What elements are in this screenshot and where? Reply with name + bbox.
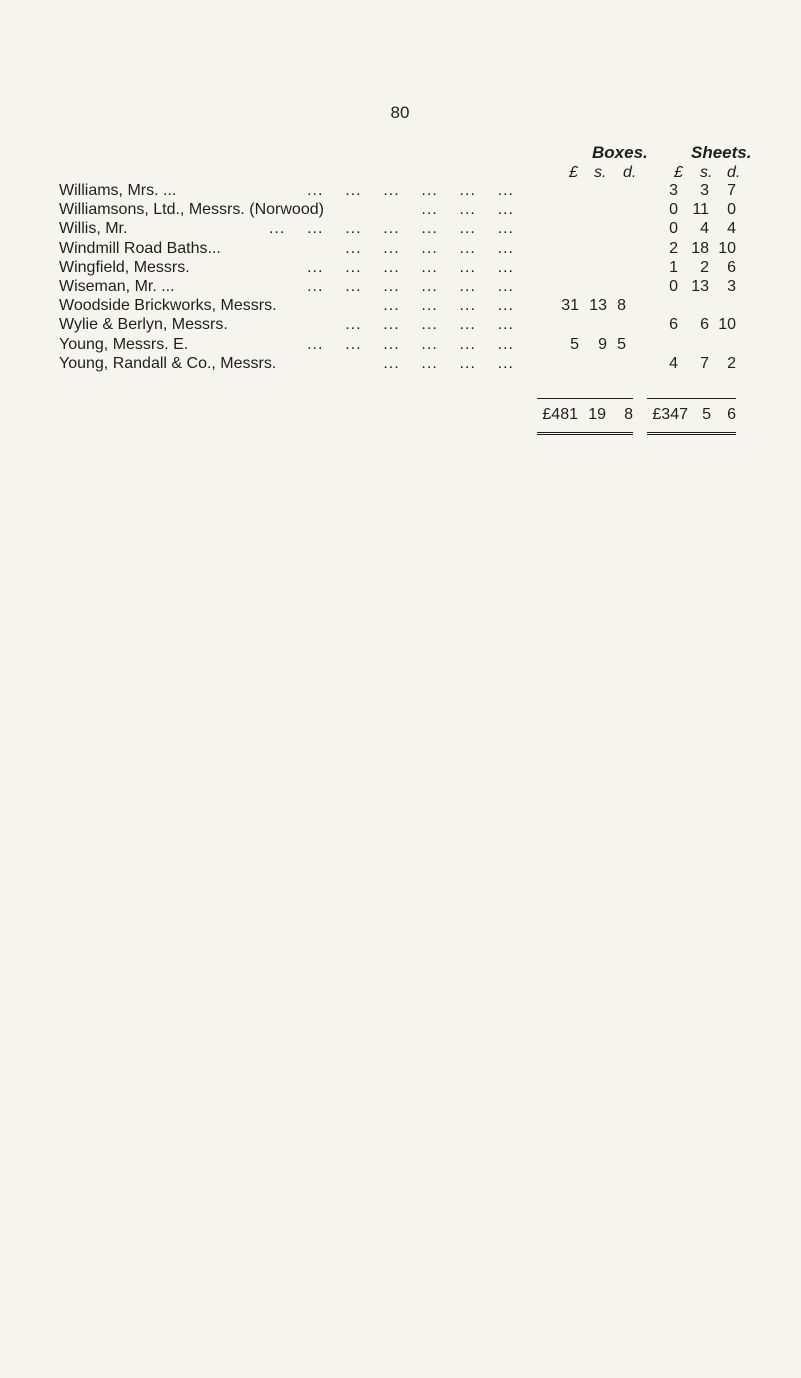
dot-leaders: ... ... ... ... ... xyxy=(345,316,514,334)
column-header-boxes: Boxes. xyxy=(592,143,648,162)
sheets-amount-l: 2 xyxy=(669,239,678,257)
entry-name: Wylie & Berlyn, Messrs. xyxy=(59,316,228,334)
entry-name: Woodside Brickworks, Messrs. xyxy=(59,297,277,315)
sheets-total-shillings: 5 xyxy=(702,406,711,423)
sheets-total-double-rule xyxy=(647,432,736,435)
boxes-unit-pounds: £ xyxy=(569,164,578,181)
sheets-total-rule xyxy=(647,398,736,399)
table-row xyxy=(0,200,801,219)
entry-name: Williams, Mrs. ... xyxy=(59,182,177,199)
entry-name: Young, Randall & Co., Messrs. xyxy=(59,354,277,372)
boxes-amount-l: 31 xyxy=(561,297,579,315)
sheets-amount-s: 2 xyxy=(700,258,709,276)
boxes-amount-s: 13 xyxy=(589,297,607,315)
sheets-amount-s: 13 xyxy=(691,277,709,295)
dot-leaders: ... ... ... ... ... ... xyxy=(307,335,514,353)
table-row xyxy=(0,258,801,277)
boxes-unit-pence: d. xyxy=(623,164,637,181)
table-row xyxy=(0,239,801,258)
entry-name: Willis, Mr. xyxy=(59,220,128,238)
column-header-sheets: Sheets. xyxy=(691,143,752,162)
entry-name: Wingfield, Messrs. xyxy=(59,258,190,276)
table-row xyxy=(0,219,801,238)
sheets-amount-d: 2 xyxy=(727,354,736,372)
dot-leaders: ... ... ... ... ... xyxy=(345,239,514,257)
sheets-amount-s: 11 xyxy=(692,201,709,219)
entries-list xyxy=(0,181,801,373)
sheets-amount-l: 4 xyxy=(669,354,678,372)
dot-leaders: ... ... ... ... ... ... xyxy=(307,182,514,199)
boxes-total-double-rule xyxy=(537,432,633,435)
dot-leaders: ... ... ... ... xyxy=(383,297,514,315)
sheets-amount-l: 0 xyxy=(669,220,678,238)
boxes-total-pence: 8 xyxy=(624,406,633,423)
sheets-amount-s: 3 xyxy=(700,182,709,199)
dot-leaders: ... ... ... ... ... ... xyxy=(307,258,514,276)
boxes-amount-d: 8 xyxy=(617,297,626,315)
table-row xyxy=(0,354,801,373)
sheets-unit-pence: d. xyxy=(727,164,741,181)
sheets-amount-d: 3 xyxy=(727,277,736,295)
dot-leaders: ... ... ... ... ... ... ... xyxy=(268,220,514,238)
sheets-total-pounds: £347 xyxy=(652,406,688,423)
sheets-amount-l: 3 xyxy=(669,182,678,199)
sheets-amount-d: 10 xyxy=(718,239,736,257)
sheets-amount-d: 0 xyxy=(727,201,736,219)
boxes-unit-shillings: s. xyxy=(594,164,607,181)
table-row xyxy=(0,335,801,354)
table-row xyxy=(0,315,801,334)
boxes-amount-d: 5 xyxy=(617,335,626,353)
sheets-amount-d: 6 xyxy=(727,258,736,276)
boxes-total-pounds: £481 xyxy=(542,406,578,423)
boxes-total-rule xyxy=(537,398,633,399)
sheets-amount-s: 18 xyxy=(691,239,709,257)
sheets-amount-s: 4 xyxy=(700,220,709,238)
sheets-amount-d: 4 xyxy=(727,220,736,238)
entry-name: Young, Messrs. E. xyxy=(59,335,189,353)
sheets-unit-shillings: s. xyxy=(700,164,713,181)
boxes-amount-s: 9 xyxy=(598,335,607,353)
entry-name: Windmill Road Baths... xyxy=(59,239,221,257)
sheets-amount-d: 10 xyxy=(718,316,736,334)
entry-name: Williamsons, Ltd., Messrs. (Norwood) xyxy=(59,201,324,219)
table-row xyxy=(0,181,801,200)
dot-leaders: ... ... ... xyxy=(421,201,514,219)
boxes-total-shillings: 19 xyxy=(588,406,606,423)
sheets-amount-l: 0 xyxy=(669,277,678,295)
sheets-amount-l: 0 xyxy=(669,201,678,219)
table-row xyxy=(0,277,801,296)
boxes-amount-l: 5 xyxy=(570,335,579,353)
sheets-amount-l: 1 xyxy=(669,258,678,276)
entry-name: Wiseman, Mr. ... xyxy=(59,277,175,295)
page-number: 80 xyxy=(390,103,410,122)
dot-leaders: ... ... ... ... ... ... xyxy=(307,277,514,295)
dot-leaders: ... ... ... ... xyxy=(383,354,514,372)
sheets-total-pence: 6 xyxy=(727,406,736,423)
sheets-amount-l: 6 xyxy=(669,316,678,334)
sheets-unit-pounds: £ xyxy=(674,164,683,181)
sheets-amount-s: 7 xyxy=(700,354,709,372)
sheets-amount-s: 6 xyxy=(700,316,709,334)
sheets-amount-d: 7 xyxy=(727,182,736,199)
table-row xyxy=(0,296,801,315)
